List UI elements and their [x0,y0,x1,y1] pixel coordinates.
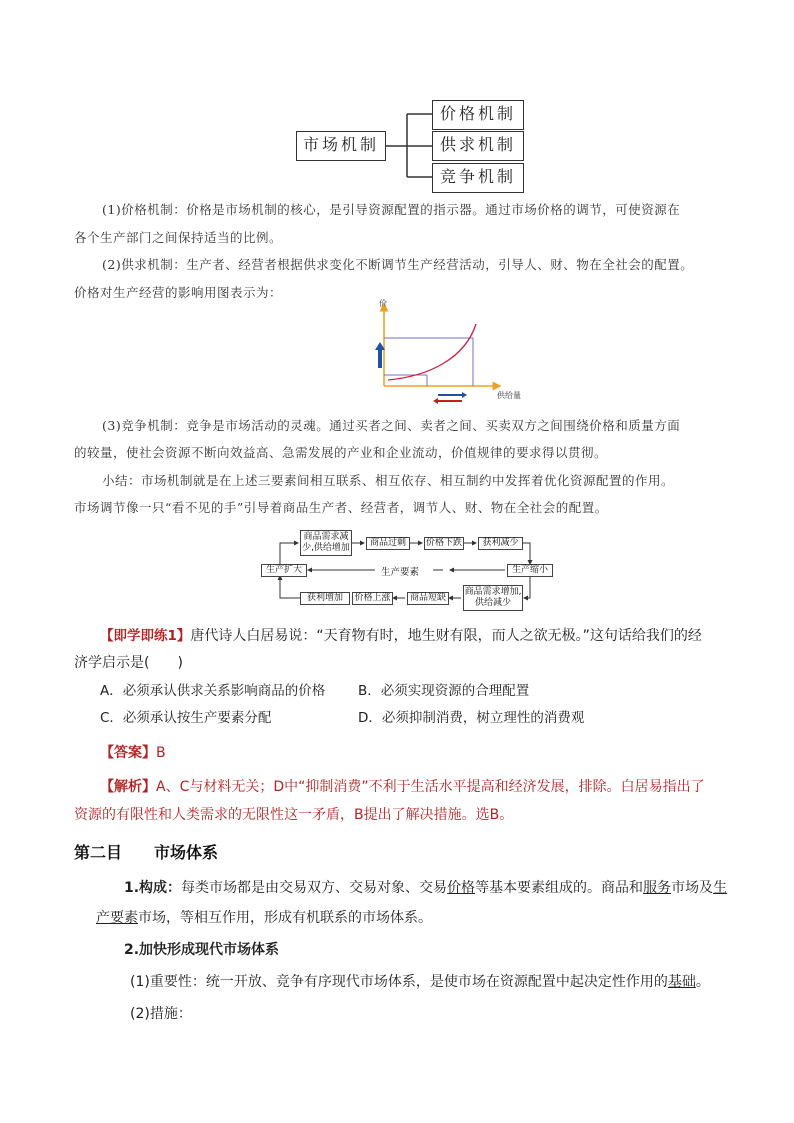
p3-text-a: (1)重要性：统一开放、竞争有序现代市场体系，是使市场在资源配置中起决定性作用的 [130,974,668,990]
p1-text-b: 等基本要素组成的。商品和 [475,880,644,896]
section-p1-label: 1.构成： [124,880,182,896]
p1-text-a: 每类市场都是由交易双方、交易对象、交易 [181,880,448,896]
option-c: C．必须承认按生产要素分配 [100,710,272,726]
flow-box-top-left: 商品需求减少,供给增加 [300,530,352,556]
p1-line2-text: 市场，等相互作用，形成有机联系的市场体系。 [138,910,432,926]
flow-box-shrink: 生产缩小 [507,564,553,577]
exercise-question-line1 [100,624,702,648]
p1-underline-price: 价格 [447,880,476,896]
analysis-line2: 资源的有限性和人类需求的无限性这一矛盾，B提出了解决措施。选B。 [74,807,514,823]
analysis-text1: A、C与材料无关；D中“抑制消费”不利于生活水平提高和经济发展，排除。白居易指出了 [156,779,705,795]
p3-text-b: 。 [695,974,710,990]
p1-underline-service: 服务 [643,880,672,896]
para3-line2: 的较量，使社会资源不断向效益高、急需发展的产业和企业流动，价值规律的要求得以贯彻。 [74,445,608,460]
chart-y-label: 价 [379,299,387,308]
supply-curve [388,324,476,380]
para1-line1: (1)价格机制：价格是市场机制的核心，是引导资源配置的指示器。通过市场价格的调节，可使资源在 [102,202,681,217]
section-p3 [130,970,710,994]
section-p1-line1 [124,876,727,900]
option-a: A．必须承认供求关系影响商品的价格 [100,683,326,699]
mechanism-price: 价格机制 [432,100,524,130]
flow-box-shortage: 商品短缺 [407,592,449,605]
exercise-question-line2: 济学启示是( ) [74,655,183,671]
chart-x-label: 供给量 [497,391,521,400]
answer-line [100,741,166,765]
p1-underline-factors: 产要素 [96,910,138,926]
summary-line2: 市场调节像一只“看不见的手”引导着商品生产者、经营者，调节人、财、物在全社会的配置。 [74,500,608,515]
mechanism-connectors [0,0,794,200]
mechanism-supply-demand: 供求机制 [432,131,524,161]
para2-line1: (2)供求机制：生产者、经营者根据供求变化不断调节生产经营活动，引导人、财、物在全社会的配置。 [102,257,694,272]
para1-line2: 各个生产部门之间保持适当的比例。 [74,230,283,245]
answer-tag: 【答案】 [100,745,156,761]
exercise-question-text1: 唐代诗人白居易说：“天育物有时，地生财有限，而人之欲无极。”这句话给我们的经 [190,628,702,644]
p1-underline-sheng: 生 [713,880,728,896]
answer-value: B [156,745,166,761]
mechanism-root: 市场机制 [296,131,386,161]
section-p2: 2.加快形成现代市场体系 [124,942,280,958]
section-heading: 第二目 市场体系 [74,843,219,862]
section-p1-line2 [96,906,432,930]
mechanism-competition: 竞争机制 [432,163,524,193]
flow-box-expand: 生产扩大 [261,564,307,577]
analysis-tag: 【解析】 [100,779,156,795]
flow-box-price-fall: 价格下跌 [425,538,462,548]
exercise-tag: 【即学即练1】 [100,628,191,644]
para3-line1: (3)竞争机制：竞争是市场活动的灵魂。通过买者之间、卖者之间、买卖双方之间围绕价格和质量方面 [102,418,681,433]
mechanism-diagram [0,0,794,200]
summary-line1: 小结：市场机制就是在上述三要素间相互联系、相互依存、相互制约中发挥着优化资源配置的作用。 [102,473,675,488]
supply-chart [370,298,520,406]
flow-box-profit-fall: 获利减少 [478,537,523,550]
p1-text-c: 市场及 [671,880,714,896]
option-d: D．必须抑制消费，树立理性的消费观 [358,710,585,726]
flow-box-price-rise: 价格上涨 [352,592,393,605]
flow-box-bottom-right: 商品需求增加,供给减少 [463,585,523,611]
flow-box-surplus: 商品过剩 [366,537,410,550]
flow-box-profit-rise: 获利增加 [300,592,350,605]
flow-center-label: 生产要素 [381,567,420,578]
analysis-line1 [100,775,705,799]
para2-line2: 价格对生产经营的影响用图表示为： [74,285,283,300]
option-b: B．必须实现资源的合理配置 [358,683,530,699]
flow-diagram [255,528,555,614]
section-p4: (2)措施： [130,1006,192,1022]
p3-underline-basis: 基础 [667,974,696,990]
